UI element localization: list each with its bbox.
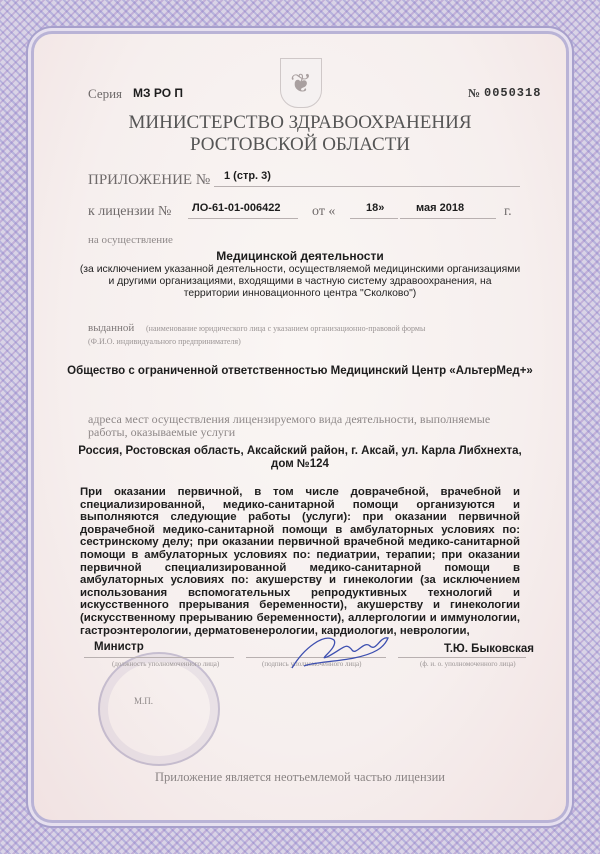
from-label: от « <box>312 204 336 219</box>
issued-hint-1: (наименование юридического лица с указанием организационно-правовой формы <box>146 324 426 333</box>
address-value: Россия, Ростовская область, Аксайский район, г. Аксай, ул. Карла Либхнехта, дом №124 <box>78 445 522 470</box>
official-seal <box>98 652 220 766</box>
ministry-title-2: РОСТОВСКОЙ ОБЛАСТИ <box>189 134 411 155</box>
name-caption: (ф. и. о. уполномоченного лица) <box>420 660 516 668</box>
appendix-value: 1 (стр. 3) <box>224 170 271 182</box>
number-value: 0050318 <box>484 86 542 100</box>
number-label: № <box>468 86 481 100</box>
position-caption: (должность уполномоченного лица) <box>112 660 220 668</box>
series-value: МЗ РО П <box>133 86 183 100</box>
services-text: При оказании первичной, в том числе доврачебной, врачебной и специализированной, медико-санитарной помощи организуются и выполняются следующие работы (услуги): при оказании первичной доврачебной медико-санитарной помощи в амбулаторных условиях по: сестринскому делу; при оказании первичной врачебной медико-санитарной помощи в амбулаторных условиях по: педиатрии, терапии; при оказании первичной специализированной медико-санитарной помощи в амбулаторных условиях по: акушерству и гинекологии (за исключением использования вспомогательных репродуктивных технологий и искусственного прерывания беременности), акушерству и гинекологии (искусственному прерыванию беременности), аллергологии и иммунологии, гастроэнтерологии, дерматовенерологии, кардиологии, неврологии, <box>80 486 520 637</box>
activity-title: Медицинской деятельности <box>216 249 384 263</box>
series-label: Серия <box>88 86 123 101</box>
license-month-year: мая 2018 <box>416 202 465 214</box>
address-label: адреса мест осуществления лицензируемого вида деятельности, выполняемые работы, оказываемые услуги <box>88 412 491 439</box>
coat-of-arms-icon: ❦ <box>280 58 322 108</box>
activity-scope: (за исключением указанной деятельности, осуществляемой медицинскими организациями и другими организациями, входящими в частную систему здравоохранения, на территории инновационного центра "Сколково") <box>79 264 521 299</box>
issued-label: выданной <box>88 322 135 334</box>
license-day: 18» <box>366 202 385 214</box>
issued-hint-2: (Ф.И.О. индивидуального предпринимателя) <box>88 337 241 346</box>
signer-name: Т.Ю. Быковская <box>444 643 534 655</box>
year-suffix: г. <box>504 204 512 219</box>
license-label: к лицензии № <box>88 204 172 219</box>
organization-name: Общество с ограниченной ответственностью Медицинский Центр «АльтерМед+» <box>67 365 533 377</box>
license-number: ЛО-61-01-006422 <box>192 202 281 214</box>
handwritten-signature <box>284 628 394 674</box>
activity-label: на осуществление <box>88 234 173 246</box>
stamp-label: М.П. <box>134 696 154 706</box>
signature-caption: (подпись уполномоченного лица) <box>262 660 362 668</box>
appendix-label: ПРИЛОЖЕНИЕ № <box>88 172 211 188</box>
signer-position: Министр <box>94 641 144 653</box>
ministry-title-1: МИНИСТЕРСТВО ЗДРАВООХРАНЕНИЯ <box>128 112 472 133</box>
footer-note: Приложение является неотъемлемой частью лицензии <box>155 770 445 784</box>
